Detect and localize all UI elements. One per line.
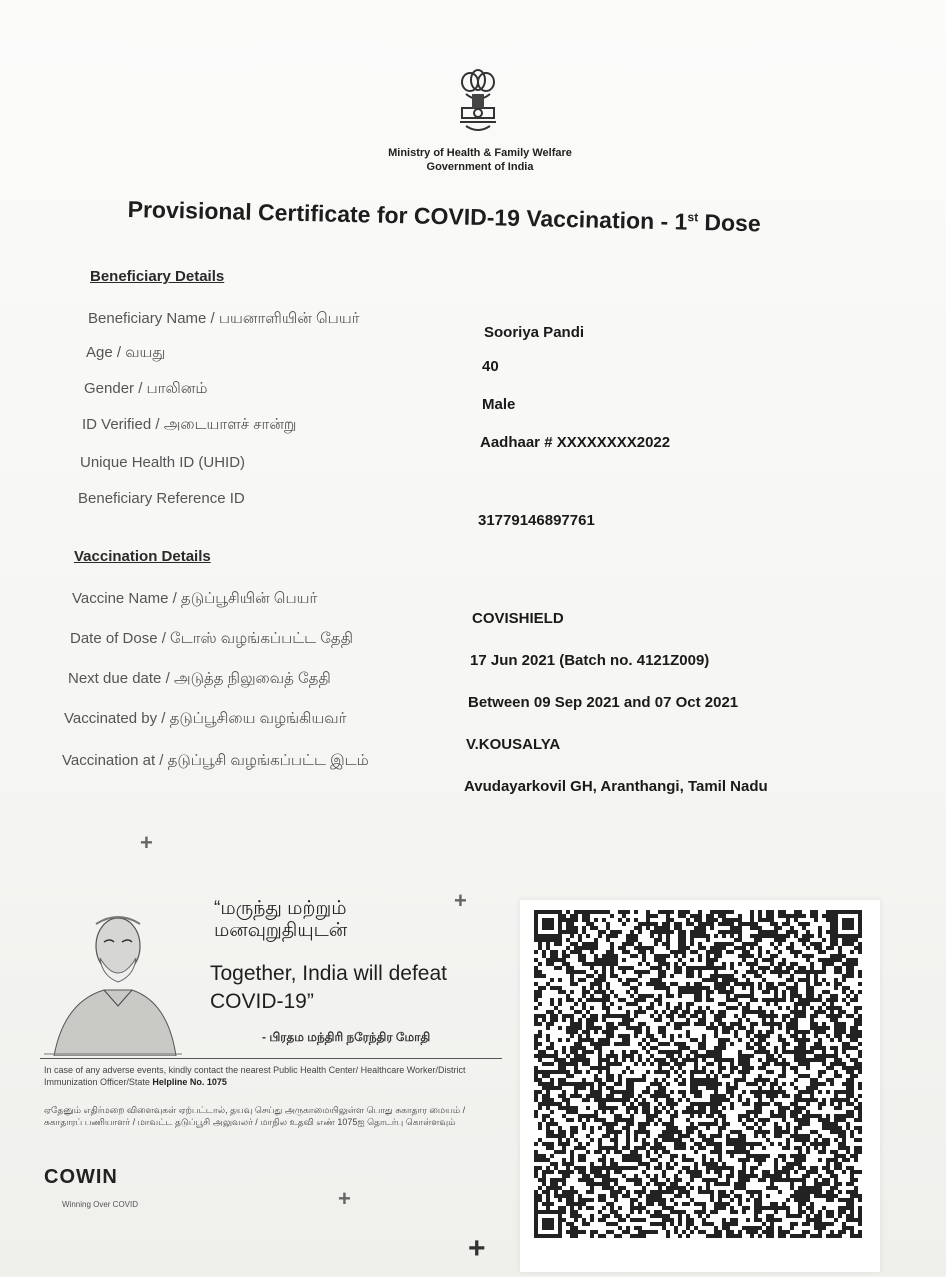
label-vaccination-at: Vaccination at / தடுப்பூசி வழங்கப்பட்ட இடம் [62,752,369,769]
plus-mark-icon: + [338,1186,351,1211]
quote-tamil: “மருந்து மற்றும் மனவுறுதியுடன் [214,898,348,941]
value-vaccinated-by: V.KOUSALYA [466,736,561,753]
ministry-name: Ministry of Health & Family Welfare [388,147,572,159]
vaccination-heading: Vaccination Details [74,548,211,565]
value-gender: Male [482,396,516,413]
ministry-heading [300,146,660,174]
beneficiary-heading: Beneficiary Details [90,268,225,285]
plus-mark-icon: + [468,1232,486,1265]
national-emblem-icon [452,64,504,140]
label-next-due-date: Next due date / அடுத்த நிலுவைத் தேதி [68,670,331,687]
label-uhid: Unique Health ID (UHID) [80,454,246,471]
adverse-events-notice: In case of any adverse events, kindly contact the nearest Public Health Center/ Healthcare Worker/District Immunization Officer/State Helpline No. 1075 [44,1065,466,1087]
quote-english: Together, India will defeat COVID-19” [210,962,447,1013]
value-next-due-date: Between 09 Sep 2021 and 07 Oct 2021 [468,694,739,711]
qr-code-icon[interactable] [520,900,880,1272]
value-reference-id: 31779146897761 [478,512,595,529]
value-date-of-dose: 17 Jun 2021 (Batch no. 4121Z009) [470,652,710,669]
cowin-logo: COWIN [44,1166,118,1188]
label-vaccine-name: Vaccine Name / தடுப்பூசியின் பெயர் [72,590,318,607]
plus-mark-icon: + [454,888,467,913]
plus-mark-icon: + [140,830,153,855]
value-vaccine-name: COVISHIELD [472,610,564,627]
label-beneficiary-name: Beneficiary Name / பயனாளியின் பெயர் [88,310,360,327]
value-age: 40 [482,358,499,375]
value-id-verified: Aadhaar # XXXXXXXX2022 [480,434,671,451]
label-age: Age / வயது [86,344,166,361]
divider [40,1058,502,1059]
government-name: Government of India [426,161,534,173]
label-date-of-dose: Date of Dose / டோஸ் வழங்கப்பட்ட தேதி [70,630,353,647]
qr-code-graphic [520,900,880,1272]
quote-attribution: - பிரதம மந்திரி நரேந்திர மோதி [262,1030,431,1044]
certificate-title: Provisional Certificate for COVID-19 Vaccination - 1st Dose [127,196,761,237]
label-gender: Gender / பாலினம் [84,380,208,397]
cowin-tagline: Winning Over COVID [62,1200,139,1209]
label-vaccinated-by: Vaccinated by / தடுப்பூசியை வழங்கியவர் [64,710,347,727]
prime-minister-portrait [44,906,184,1056]
value-vaccination-at: Avudayarkovil GH, Aranthangi, Tamil Nadu [464,778,768,795]
value-beneficiary-name: Sooriya Pandi [484,324,585,341]
label-id-verified: ID Verified / அடையாளச் சான்று [82,416,297,433]
label-reference-id: Beneficiary Reference ID [78,490,245,507]
adverse-events-notice-tamil: ஏதேனும் எதிர்மறை விளைவுகள் ஏற்பட்டால், தயவு செய்து அருகாமையிலுள்ள பொது சுகாதார மையம் / சுகாதாரப் பணியாளர் / மாவட்ட தடுப்பூசி அலுவலர் / மாநில உதவி எண் 1075ஐ தொடர்பு கொள்ளவும் [44,1105,466,1127]
